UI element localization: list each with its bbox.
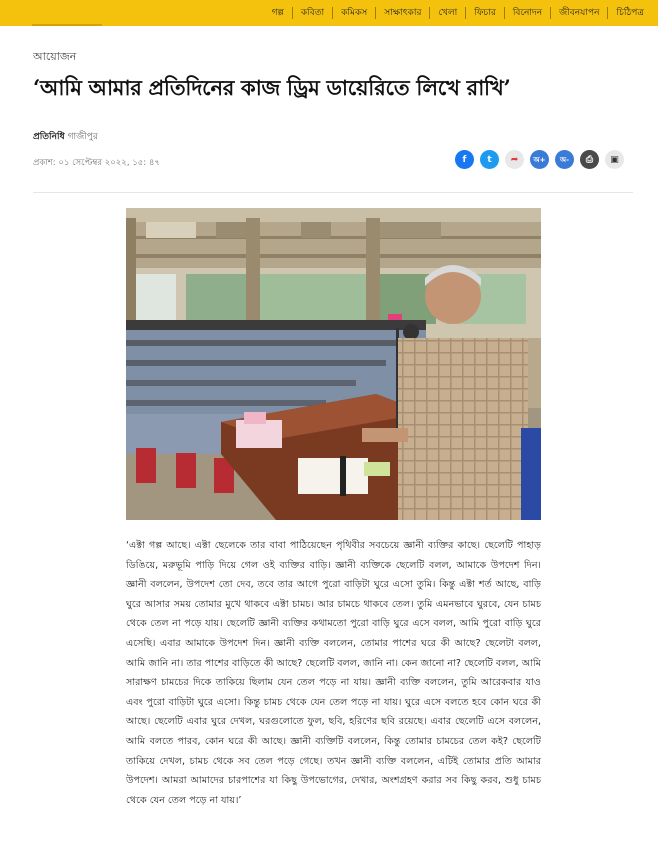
nav-item-comics[interactable]: কমিকস <box>341 8 368 18</box>
publish-time: প্রকাশ: ০১ সেপ্টেম্বর ২০২২, ১৫: ৪৭ <box>33 158 160 168</box>
author-name: প্রতিনিধি <box>33 132 65 142</box>
nav-item-feature[interactable]: ফিচার <box>474 8 496 18</box>
section-label[interactable]: আয়োজন <box>33 50 77 63</box>
page-title: ‘আমি আমার প্রতিদিনের কাজ ড্রিম ডায়েরিতে লিখে রাখি’ <box>33 75 511 100</box>
print-icon[interactable]: ⎙ <box>580 150 599 169</box>
header-divider <box>33 192 633 193</box>
nav-item-chithipotro[interactable]: চিঠিপত্র <box>616 8 644 18</box>
font-increase-button[interactable]: অ+ <box>530 150 549 169</box>
location: গাজীপুর <box>67 132 98 142</box>
nav-item-kobita[interactable]: কবিতা <box>300 8 325 18</box>
twitter-icon[interactable]: t <box>480 150 499 169</box>
nav-item-golpo[interactable]: গল্প <box>271 8 284 18</box>
nav-item-binodon[interactable]: বিনোদন <box>512 8 543 18</box>
nav-item-interview[interactable]: সাক্ষাৎকার <box>384 8 422 18</box>
logo-underline <box>32 24 102 26</box>
article-body: ‘এক্টা গল্প আছে। এক্টা ছেলেকে তার বাবা পাঠিয়েছেন পৃথিবীর সবচেয়ে জ্ঞানী ব্যক্তির কাছে। ছেলেটি পাহাড় ডিঙিয়ে, মরুভূমি পাড়ি দিয়ে গেল ওই ব্যক্তির বাড়ি। জ্ঞানী ব্যক্তিকে ছেলেটি বলল, আমাকে উপদেশ দিন। জ্ঞানী বললেন, উপদেশ তো দেব, তবে তার আগে পুরো বাড়িটা ঘুরে এসো তুমি। কিন্তু এক্টা শর্ত আছে, বাড়ি ঘুরে আসার সময় তোমার মুখে থাকবে এক্টা চামচ। আর চামচে থাকবে তেল। তুমি এমনভাবে ঘুরবে, যেন চামচ থেকে তেল না পড়ে যায়। ছেলেটি জ্ঞানী ব্যক্তির কথামতো পুরো বাড়ি ঘুরে এসে বলল, আমি পুরো বাড়ি ঘুরে এসেছি। এবার আমাকে উপদেশ দিন। জ্ঞানী ব্যক্তি বললেন, তোমার পাশের ঘরে কী আছে? ছেলেটা বলল, আমি জানি না। তার পাশের বাড়িতে কী আছে? ছেলেটি বলল, জানি না। কেন জানো না? ছেলেটি বলল, আমি সারাক্ষণ চামচের দিকে তাকিয়ে ছিলাম যেন তেল পড়ে না যায়। জ্ঞানী ব্যক্তি বললেন, তুমি আরেকবার যাও এবং পুরো বাড়িটা ঘুরে এসো। কিন্তু চামচ থেকে যেন তেল পড়ে না যায়। ঘুরে এসে বলতে হবে কোন ঘরে কী আছে। ছেলেটি এবার ঘুরে দেখল, ঘরগুলোতে ফুল, ছবি, হরিণের ছবি রয়েছে। এবার ছেলেটি এসে বললেন, আমি বলতে পারব, কোন ঘরে কী আছে। জ্ঞানী ব্যক্তিটি বললেন, কিন্তু তোমার চামচের তেল কই? ছেলেটি তাকিয়ে দেখল, চামচ থেকে সব তেল পড়ে গেছে। তখন জ্ঞানী ব্যক্তি বললেন, এটিই তোমার প্রতি আমার উপদেশ। আমরা আমাদের চারপাশের যা কিছু উপভোগের, দেখার, অংশগ্রহণ করার সব কিছু করব, শুধু চামচ থেকে যেন তেল পড়ে না যায়।’ <box>126 540 541 806</box>
event-photo-illustration <box>126 208 541 520</box>
share-bar <box>455 150 624 169</box>
share-icon[interactable]: ➦ <box>505 150 524 169</box>
top-bar <box>0 0 658 26</box>
byline <box>33 129 98 144</box>
font-decrease-button[interactable]: অ- <box>555 150 574 169</box>
main-nav <box>264 0 652 26</box>
bookmark-icon[interactable]: ▣ <box>605 150 624 169</box>
facebook-icon[interactable]: f <box>455 150 474 169</box>
article-photo <box>126 208 541 520</box>
nav-item-khela[interactable]: খেলা <box>438 8 458 18</box>
nav-item-jibonjapon[interactable]: জীবনযাপন <box>559 8 600 18</box>
